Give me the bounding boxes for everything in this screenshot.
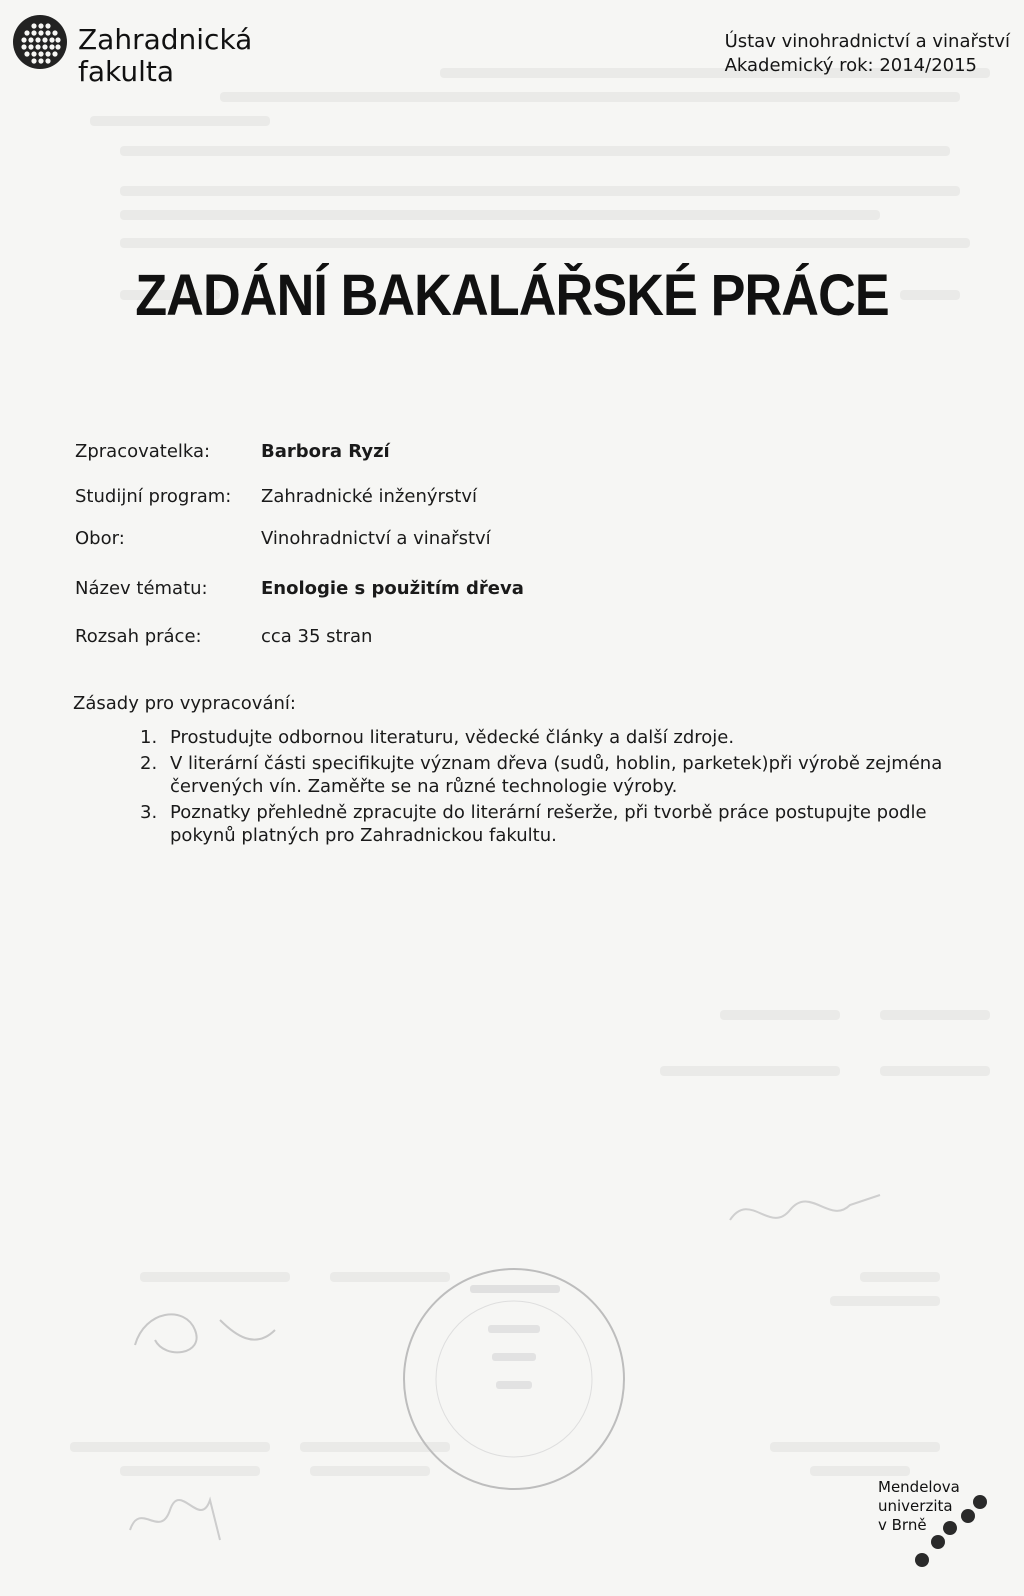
round-stamp-icon bbox=[400, 1265, 628, 1493]
list-item bbox=[140, 752, 960, 798]
info-label: Obor: bbox=[75, 528, 125, 549]
list-item-number: 1. bbox=[140, 727, 158, 748]
signature-scribble bbox=[125, 1300, 285, 1370]
info-label: Studijní program: bbox=[75, 486, 232, 507]
list-item bbox=[140, 801, 960, 847]
university-name-line1: Mendelova bbox=[878, 1478, 960, 1496]
list-item-text: V literární části specifikujte význam dřeva (sudů, hoblin, parketek)při výrobě zejména červených vín. Zaměřte se na různé technologie výroby. bbox=[170, 753, 943, 797]
university-name-line2: univerzita bbox=[878, 1497, 953, 1515]
info-label: Zpracovatelka: bbox=[75, 441, 211, 462]
signature-scribble bbox=[120, 1480, 240, 1560]
document-title: ZADÁNÍ BAKALÁŘSKÉ PRÁCE bbox=[135, 263, 889, 328]
list-item-number: 3. bbox=[140, 802, 158, 823]
info-value: Zahradnické inženýrství bbox=[261, 486, 477, 507]
faculty-name bbox=[78, 24, 252, 88]
list-item-text: Prostudujte odbornou literaturu, vědecké články a další zdroje. bbox=[170, 727, 735, 748]
institute-block bbox=[725, 30, 1010, 78]
faculty-name-line1: Zahradnická bbox=[78, 23, 253, 56]
university-logo-dots-icon bbox=[910, 1494, 990, 1574]
academic-year: Akademický rok: 2014/2015 bbox=[724, 55, 978, 76]
list-item-text: Poznatky přehledně zpracujte do literární rešerže, při tvorbě práce postupujte podle pokynů platných pro Zahradnickou fakultu. bbox=[170, 802, 927, 846]
principles-list bbox=[140, 726, 960, 850]
institute-name: Ústav vinohradnictví a vinařství bbox=[724, 31, 1010, 52]
info-value: cca 35 stran bbox=[261, 626, 373, 647]
info-label: Rozsah práce: bbox=[75, 626, 202, 647]
list-item bbox=[140, 726, 960, 749]
info-label: Název tématu: bbox=[75, 578, 208, 599]
list-item-number: 2. bbox=[140, 753, 158, 774]
info-value: Vinohradnictví a vinařství bbox=[261, 528, 491, 549]
signature-scribble bbox=[720, 1185, 890, 1245]
faculty-logo-icon bbox=[12, 14, 68, 70]
principles-label: Zásady pro vypracování: bbox=[73, 693, 296, 714]
info-value: Barbora Ryzí bbox=[261, 441, 390, 462]
info-value: Enologie s použitím dřeva bbox=[261, 578, 524, 599]
university-name-line3: v Brně bbox=[878, 1516, 927, 1534]
faculty-name-line2: fakulta bbox=[78, 55, 175, 88]
